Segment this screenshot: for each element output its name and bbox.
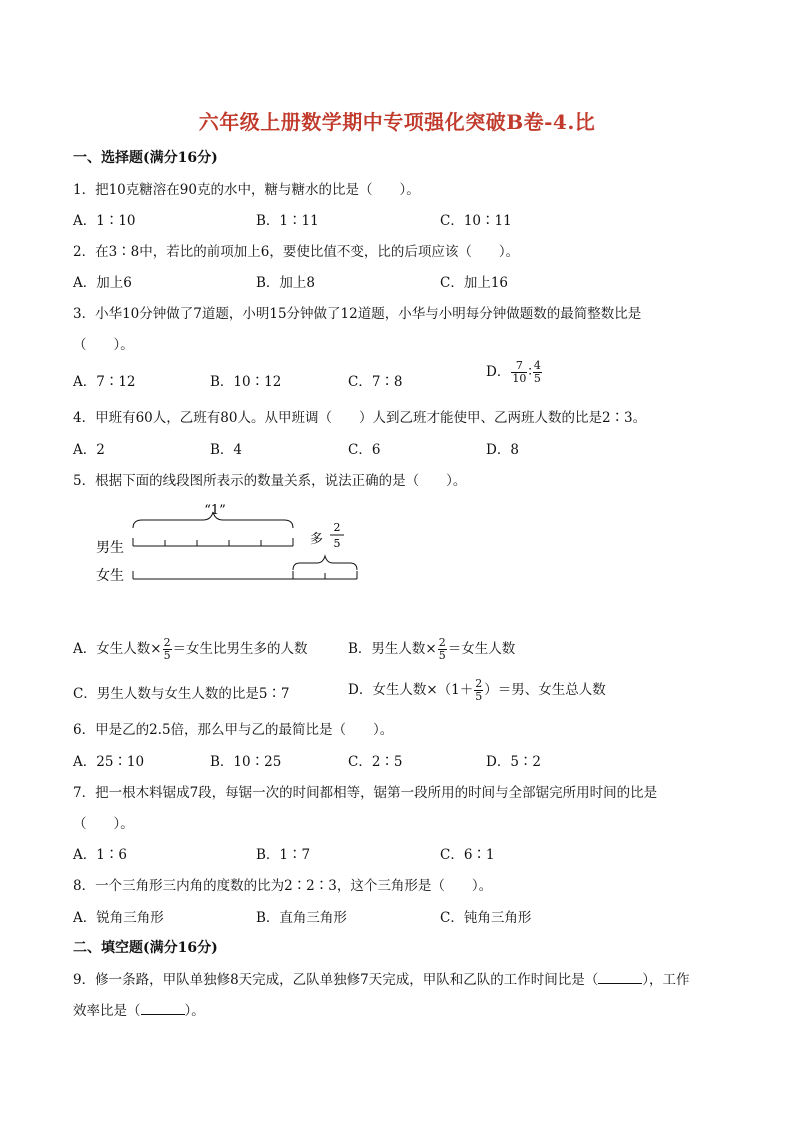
question-9-text: 效率比是（ bbox=[73, 1003, 141, 1019]
answer-blank-1[interactable] bbox=[598, 971, 642, 984]
question-8-option-a[interactable]: A．锐角三角形 bbox=[73, 910, 164, 926]
fraction bbox=[511, 360, 527, 385]
option-text: A．女生人数× bbox=[73, 641, 162, 657]
question-3-option-d[interactable] bbox=[486, 360, 543, 385]
question-7-option-b[interactable]: B．1∶7 bbox=[256, 847, 311, 863]
question-6-option-b[interactable]: B．10∶25 bbox=[210, 754, 282, 770]
question-3-stem-line2: （ ）。 bbox=[73, 337, 134, 353]
more-fraction-numerator: 2 bbox=[333, 521, 341, 534]
question-6-option-c[interactable]: C．2∶5 bbox=[348, 754, 403, 770]
more-label: 多 bbox=[310, 532, 324, 547]
fraction-numerator: 2 bbox=[475, 677, 483, 690]
unit-label: “1” bbox=[204, 503, 226, 518]
question-4-stem: 4．甲班有60人，乙班有80人。从甲班调（ ）人到乙班才能使甲、乙两班人数的比是2∶3。 bbox=[73, 410, 647, 426]
question-2-option-b[interactable]: B．加上8 bbox=[256, 275, 316, 291]
question-3-stem-line1: 3．小华10分钟做了7道题，小明15分钟做了12道题，小华与小明每分钟做题数的最简整数比是 bbox=[73, 306, 642, 322]
question-2-stem: 2．在3∶8中，若比的前项加上6，要使比值不变，比的后项应该（ ）。 bbox=[73, 244, 520, 260]
question-9-text: ），工作 bbox=[642, 972, 690, 988]
question-1-option-c[interactable]: C．10∶11 bbox=[440, 213, 512, 229]
fraction bbox=[533, 360, 542, 385]
option-text: D．女生人数×（1＋ bbox=[348, 682, 474, 698]
question-8-option-c[interactable]: C．钝角三角形 bbox=[440, 910, 532, 926]
question-4-option-a[interactable]: A．2 bbox=[73, 442, 105, 458]
fraction-denominator: 5 bbox=[438, 649, 446, 662]
page-title: 六年级上册数学期中专项强化突破B卷-4.比 bbox=[198, 110, 596, 134]
question-6-option-a[interactable]: A．25∶10 bbox=[73, 754, 145, 770]
fraction-denominator: 5 bbox=[475, 690, 483, 703]
question-3-option-b[interactable]: B．10∶12 bbox=[210, 374, 282, 390]
ratio-colon: ∶ bbox=[528, 364, 532, 380]
fraction-denominator: 5 bbox=[163, 649, 171, 662]
question-2-option-a[interactable]: A．加上6 bbox=[73, 275, 132, 291]
question-6-stem: 6．甲是乙的2.5倍，那么甲与乙的最简比是（ ）。 bbox=[73, 722, 394, 738]
question-7-option-a[interactable]: A．1∶6 bbox=[73, 847, 127, 863]
fraction-denominator: 5 bbox=[533, 372, 541, 385]
option-text: B．男生人数× bbox=[348, 641, 437, 657]
option-text: ）＝男、女生总人数 bbox=[484, 682, 606, 698]
question-7-option-c[interactable]: C．6∶1 bbox=[440, 847, 495, 863]
fraction-numerator: 2 bbox=[163, 636, 171, 649]
question-9-text: 9．修一条路，甲队单独修8天完成，乙队单独修7天完成，甲队和乙队的工作时间比是（ bbox=[73, 972, 599, 988]
question-9-text: ）。 bbox=[184, 1003, 205, 1019]
question-8-stem: 8．一个三角形三内角的度数的比为2∶2∶3，这个三角形是（ ）。 bbox=[73, 878, 493, 894]
question-5-option-a[interactable] bbox=[73, 637, 308, 662]
question-5-stem: 5．根据下面的线段图所表示的数量关系，说法正确的是（ ）。 bbox=[73, 473, 467, 489]
question-1-stem: 1．把10克糖溶在90克的水中，糖与糖水的比是（ ）。 bbox=[73, 182, 420, 198]
fraction bbox=[474, 678, 483, 703]
question-1-option-b[interactable]: B．1∶11 bbox=[256, 213, 319, 229]
question-5-option-d[interactable] bbox=[348, 678, 606, 703]
fraction bbox=[438, 637, 447, 662]
option-text: ＝女生比男生多的人数 bbox=[172, 641, 308, 657]
fraction-denominator: 10 bbox=[512, 372, 527, 385]
question-9-line2 bbox=[73, 999, 205, 1019]
option-text: ＝女生人数 bbox=[447, 641, 516, 657]
question-5-option-b[interactable] bbox=[348, 637, 515, 662]
boys-segment-ticks bbox=[133, 538, 293, 546]
girls-label: 女生 bbox=[96, 568, 124, 584]
question-5-option-c[interactable]: C．男生人数与女生人数的比是5∶7 bbox=[73, 686, 290, 702]
question-3-option-d-prefix: D． bbox=[486, 364, 511, 380]
fraction-numerator: 7 bbox=[511, 360, 527, 373]
girls-segment-ticks bbox=[133, 571, 357, 579]
question-3-option-c[interactable]: C．7∶8 bbox=[348, 374, 403, 390]
more-fraction-denominator: 5 bbox=[333, 537, 341, 550]
question-4-option-c[interactable]: C．6 bbox=[348, 442, 381, 458]
question-4-option-d[interactable]: D．8 bbox=[486, 442, 519, 458]
question-2-option-c[interactable]: C．加上16 bbox=[440, 275, 509, 291]
fraction-numerator: 2 bbox=[438, 636, 446, 649]
answer-blank-2[interactable] bbox=[141, 1002, 185, 1015]
question-8-option-b[interactable]: B．直角三角形 bbox=[256, 910, 347, 926]
section-heading-choice: 一、选择题(满分16分) bbox=[73, 150, 218, 166]
boys-label: 男生 bbox=[96, 540, 124, 556]
fraction-numerator: 4 bbox=[533, 359, 541, 372]
question-9-line1 bbox=[73, 968, 690, 988]
question-4-option-b[interactable]: B．4 bbox=[210, 442, 243, 458]
section-heading-fill: 二、填空题(满分16分) bbox=[73, 940, 218, 956]
segment-diagram bbox=[70, 500, 390, 600]
extra-brace bbox=[293, 556, 357, 570]
question-7-stem-line2: （ ）。 bbox=[73, 816, 134, 832]
question-3-option-a[interactable]: A．7∶12 bbox=[73, 374, 136, 390]
fraction bbox=[163, 637, 172, 662]
question-6-option-d[interactable]: D．5∶2 bbox=[486, 754, 542, 770]
question-1-option-a[interactable]: A．1∶10 bbox=[73, 213, 136, 229]
question-7-stem-line1: 7．把一根木料锯成7段，每锯一次的时间都相等，锯第一段所用的时间与全部锯完所用时间的比是 bbox=[73, 785, 658, 801]
